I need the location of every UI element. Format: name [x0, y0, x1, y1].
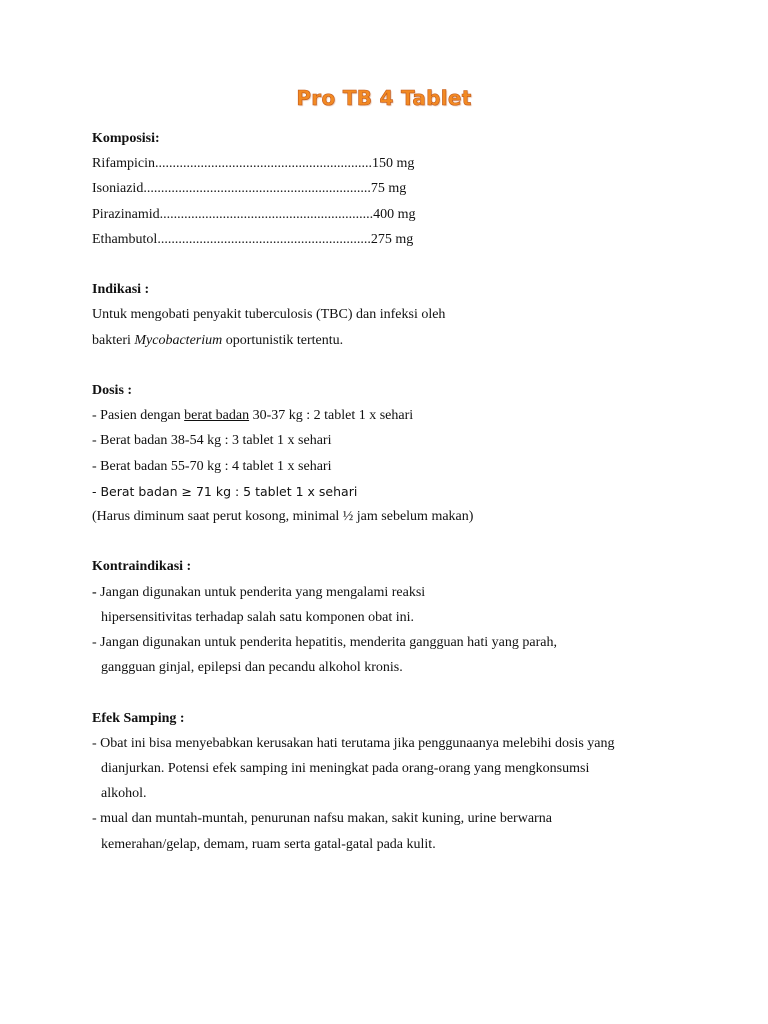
contraindication-heading: Kontraindikasi : [92, 559, 192, 575]
composition-item-rifampicin: Rifampicin..............................................................150 mg [92, 156, 415, 172]
contraindication-item-1-text: Jangan digunakan untuk penderita yang mengalami reaksi [96, 584, 426, 600]
side-effects-item-2-line-1: - mual dan muntah-muntah, penurunan nafsu makan, sakit kuning, urine berwarna [92, 811, 552, 827]
indication-heading: Indikasi : [92, 282, 150, 298]
indication-organism-name: Mycobacterium [134, 332, 223, 348]
contraindication-item-1-line-1 [92, 580, 692, 605]
contraindication-item-2-line-1: - Jangan digunakan untuk penderita hepatitis, menderita gangguan hati yang parah, [92, 635, 557, 651]
side-effects-item-1-line-2: dianjurkan. Potensi efek samping ini meningkat pada orang-orang yang mengkonsumsi [101, 761, 590, 777]
indication-line-2-suffix: oportunistik tertentu. [222, 332, 344, 348]
composition-item-ethambutol: Ethambutol.............................................................275 mg [92, 231, 414, 247]
dosage-underlined-term: berat badan [184, 408, 250, 424]
dosage-line-2: - Berat badan 38-54 kg : 3 tablet 1 x sehari [92, 433, 332, 449]
side-effects-item-1-line-1: - Obat ini bisa menyebabkan kerusakan hati terutama jika penggunaanya melebihi dosis yang [92, 735, 615, 751]
spacer [92, 529, 692, 554]
indication-line-2-prefix: bakteri [92, 332, 135, 348]
composition-item-isoniazid: Isoniazid.................................................................75 mg [92, 181, 407, 197]
dosage-line-1-suffix: 30-37 kg : 2 tablet 1 x sehari [249, 408, 414, 424]
document-title: Pro TB 4 Tablet [296, 86, 472, 110]
indication-line-2 [92, 328, 692, 353]
dosage-heading: Dosis : [92, 383, 133, 398]
spacer [92, 353, 692, 378]
side-effects-heading: Efek Samping : [92, 710, 185, 726]
contraindication-item-1-line-2: hipersensitivitas terhadap salah satu komponen obat ini. [101, 609, 414, 625]
dosage-line-1 [92, 403, 692, 428]
side-effects-item-2-line-2: kemerahan/gelap, demam, ruam serta gatal-gatal pada kulit. [101, 836, 436, 852]
dosage-line-1-prefix: - Pasien dengan [92, 408, 185, 424]
dosage-note: (Harus diminum saat perut kosong, minimal ½ jam sebelum makan) [92, 509, 474, 525]
spacer [92, 252, 692, 277]
indication-line-1: Untuk mengobati penyakit tuberculosis (TBC) dan infeksi oleh [92, 307, 446, 323]
dosage-line-3: - Berat badan 55-70 kg : 4 tablet 1 x sehari [92, 458, 332, 474]
spacer [92, 680, 692, 705]
document-body [92, 126, 692, 857]
dosage-line-4: - Berat badan ≥ 71 kg : 5 tablet 1 x sehari [92, 483, 358, 499]
side-effects-item-1-line-3: alkohol. [101, 786, 147, 802]
composition-item-pirazinamid: Pirazinamid.............................................................400 mg [92, 206, 416, 222]
contraindication-item-2-line-2: gangguan ginjal, epilepsi dan pecandu alkohol kronis. [101, 660, 403, 676]
composition-heading: Komposisi: [92, 131, 160, 146]
contraindication-item-1-dash: - [92, 584, 97, 600]
